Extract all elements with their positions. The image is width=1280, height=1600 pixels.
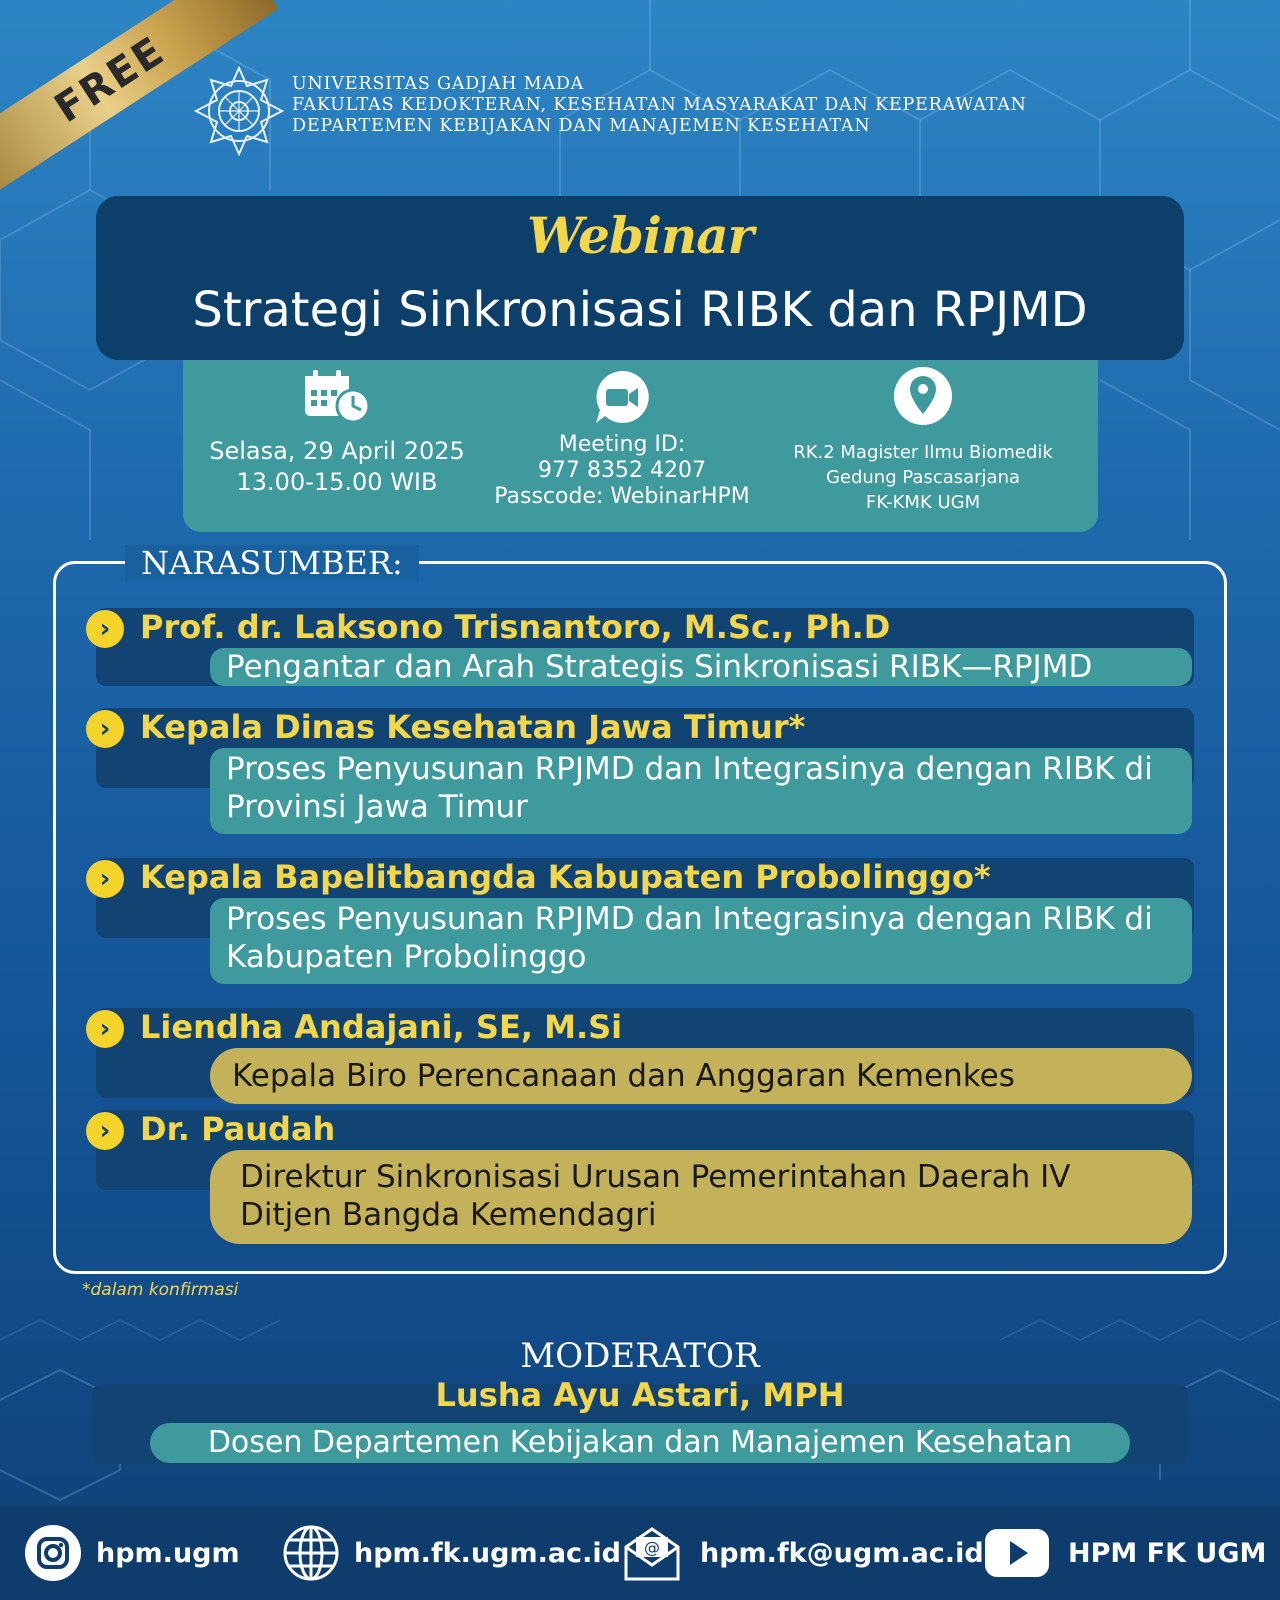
speaker-topic-line: Proses Penyusunan RPJMD dan Integrasinya dengan RIBK di — [226, 901, 1153, 937]
youtube-link[interactable] — [984, 1506, 1266, 1600]
speaker-name: Kepala Bapelitbangda Kabupaten Probolinggo* — [140, 858, 991, 896]
location-line-3: FK-KMK UGM — [865, 492, 981, 513]
webinar-title: Strategi Sinkronisasi RIBK dan RPJMD — [192, 282, 1088, 338]
chevron-right-icon: › — [86, 710, 124, 748]
instagram-link[interactable] — [24, 1506, 240, 1600]
speaker-topic-line: Proses Penyusunan RPJMD dan Integrasinya dengan RIBK di — [226, 751, 1153, 787]
meeting-id-label: Meeting ID: — [558, 432, 686, 457]
free-badge-text: FREE — [46, 27, 174, 133]
speaker-name: Prof. dr. Laksono Trisnantoro, M.Sc., Ph.D — [140, 608, 891, 646]
department-name: DEPARTEMEN KEBIJAKAN DAN MANAJEMEN KESEHATAN — [292, 116, 871, 136]
location-line-1: RK.2 Magister Ilmu Biomedik — [793, 442, 1053, 463]
speaker-topic — [210, 748, 1192, 834]
speaker-topic: Pengantar dan Arah Strategis Sinkronisasi RIBK—RPJMD — [210, 648, 1192, 686]
speaker-topic — [210, 898, 1192, 984]
email-icon — [622, 1523, 682, 1583]
moderator-name: Lusha Ayu Astari, MPH — [435, 1376, 845, 1414]
speaker-topic: Kepala Biro Perencanaan dan Anggaran Kemenkes — [210, 1048, 1192, 1104]
speaker-topic — [210, 1150, 1192, 1244]
institution-header — [292, 74, 1027, 137]
moderator-role: Dosen Departemen Kebijakan dan Manajemen Kesehatan — [150, 1423, 1130, 1463]
chevron-right-icon: › — [86, 610, 124, 648]
speaker-topic-line: Ditjen Bangda Kemendagri — [240, 1197, 657, 1233]
meeting-id[interactable]: 977 8352 4207 — [538, 458, 706, 483]
meeting-passcode[interactable]: Passcode: WebinarHPM — [494, 484, 750, 509]
speaker-topic-line: Provinsi Jawa Timur — [226, 789, 528, 825]
youtube-channel[interactable]: HPM FK UGM — [1068, 1537, 1267, 1569]
event-time: 13.00-15.00 WIB — [236, 468, 438, 496]
event-date: Selasa, 29 April 2025 — [209, 437, 465, 465]
website-url[interactable]: hpm.fk.ugm.ac.id — [354, 1537, 621, 1569]
speaker-name: Kepala Dinas Kesehatan Jawa Timur* — [140, 708, 806, 746]
globe-icon — [282, 1524, 340, 1582]
email-address[interactable]: hpm.fk@ugm.ac.id — [700, 1537, 984, 1569]
faculty-name: FAKULTAS KEDOKTERAN, KESEHATAN MASYARAKAT DAN KEPERAWATAN — [292, 95, 1027, 115]
ugm-logo — [194, 66, 284, 156]
instagram-handle[interactable]: hpm.ugm — [96, 1537, 240, 1569]
location-pin-icon — [893, 366, 953, 426]
moderator-label: MODERATOR — [520, 1336, 760, 1376]
confirmation-note: *dalam konfirmasi — [82, 1280, 239, 1300]
footer — [0, 1506, 1280, 1600]
svg-text:@: @ — [644, 1538, 660, 1557]
calendar-clock-icon — [303, 368, 373, 424]
speaker-name: Dr. Paudah — [140, 1110, 336, 1148]
speaker-topic-line: Kabupaten Probolinggo — [226, 939, 587, 975]
speakers-label: NARASUMBER: — [125, 545, 419, 581]
youtube-icon — [984, 1527, 1050, 1579]
chevron-right-icon: › — [86, 1112, 124, 1150]
event-info-box — [183, 360, 1098, 532]
chevron-right-icon: › — [86, 1010, 124, 1048]
website-link[interactable] — [282, 1506, 621, 1600]
speaker-topic-line: Direktur Sinkronisasi Urusan Pemerintahan Daerah IV — [240, 1159, 1071, 1195]
video-call-icon — [593, 368, 651, 426]
location-line-2: Gedung Pascasarjana — [825, 467, 1021, 488]
email-link[interactable] — [622, 1506, 984, 1600]
speaker-name: Liendha Andajani, SE, M.Si — [140, 1008, 623, 1046]
title-box — [96, 196, 1184, 360]
webinar-kicker: Webinar — [527, 206, 753, 265]
chevron-right-icon: › — [86, 860, 124, 898]
university-name: UNIVERSITAS GADJAH MADA — [292, 74, 585, 94]
instagram-icon — [24, 1524, 82, 1582]
